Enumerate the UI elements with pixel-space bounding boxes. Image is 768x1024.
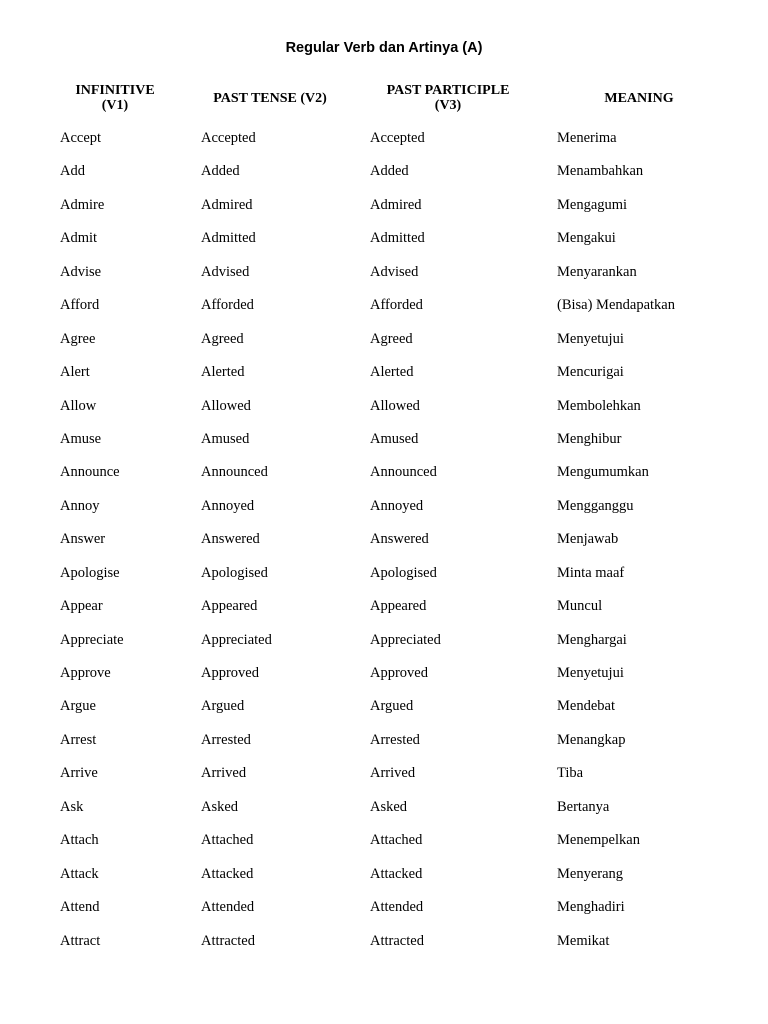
cell-meaning: Menghadiri [557,899,625,916]
cell-meaning: Bertanya [557,798,610,815]
table-row [0,456,768,489]
cell-past-participle: Afforded [370,297,423,314]
cell-infinitive: Approve [60,665,111,681]
cell-past-participle: Arrived [370,765,416,782]
table-row [0,256,768,289]
cell-past-participle: Announced [370,464,437,481]
cell-past-participle: Added [370,163,409,180]
table-row [0,490,768,523]
cell-past-tense: Added [201,163,240,180]
table-row [0,356,768,389]
table-row [0,189,768,222]
cell-past-participle: Attracted [370,932,424,949]
cell-past-tense: Alerted [201,364,245,381]
cell-infinitive: Arrive [60,765,98,782]
header-infinitive-line2: (V1) [101,98,129,113]
cell-infinitive: Attract [60,932,101,949]
cell-infinitive: Apologise [60,564,120,581]
cell-past-tense: Admired [201,196,253,213]
cell-meaning: Menyetujui [557,330,624,347]
cell-infinitive: Agree [60,330,96,347]
cell-past-participle: Admitted [370,230,425,247]
cell-past-tense: Answered [201,531,260,548]
cell-meaning: Menyarankan [557,263,637,280]
cell-meaning: Menghibur [557,430,622,447]
cell-infinitive: Appear [60,598,103,615]
cell-past-participle: Alerted [370,364,414,381]
cell-past-participle: Accepted [370,130,425,146]
cell-past-participle: Asked [370,798,408,815]
column-header-meaning: MEANING [604,90,674,106]
table-row [0,323,768,356]
cell-past-participle: Allowed [370,397,420,414]
column-header-past-tense: PAST TENSE (V2) [213,90,327,106]
cell-past-participle: Attacked [370,865,423,882]
table-row [0,423,768,456]
column-header-past-participle [370,80,526,116]
cell-infinitive: Arrest [60,731,97,748]
cell-past-tense: Asked [201,798,239,815]
cell-past-participle: Arrested [370,731,420,748]
cell-past-tense: Advised [201,263,250,280]
table-row [0,891,768,924]
cell-past-tense: Apologised [201,564,268,581]
cell-infinitive: Attack [60,865,99,882]
cell-meaning: Muncul [557,598,603,615]
cell-past-tense: Afforded [201,297,254,314]
cell-past-tense: Argued [201,698,245,715]
cell-past-tense: Attached [201,832,254,849]
cell-past-tense: Admitted [201,230,256,247]
cell-past-participle: Annoyed [370,497,424,514]
header-past-participle-line2: (V3) [434,98,462,113]
cell-meaning: Tiba [557,765,584,782]
header-infinitive-line1: INFINITIVE [75,83,155,98]
cell-past-tense: Announced [201,464,268,481]
cell-meaning: Menangkap [557,731,626,748]
cell-infinitive: Afford [60,297,100,314]
cell-past-participle: Answered [370,531,429,548]
cell-past-participle: Appreciated [370,631,441,648]
page-title: Regular Verb dan Artinya (A) [285,40,483,56]
cell-meaning: Menyerang [557,865,624,882]
table-row [0,757,768,790]
cell-past-tense: Approved [201,665,259,681]
cell-past-participle: Amused [370,430,419,447]
table-row [0,858,768,891]
cell-past-participle: Approved [370,665,428,681]
table-row [0,791,768,824]
cell-meaning: (Bisa) Mendapatkan [557,297,675,314]
cell-past-tense: Attacked [201,865,254,882]
cell-past-tense: Attended [201,899,255,916]
cell-infinitive: Add [60,163,85,180]
cell-infinitive: Ask [60,798,84,815]
cell-infinitive: Attach [60,832,99,849]
cell-meaning: Membolehkan [557,397,641,414]
table-row [0,724,768,757]
table-row [0,289,768,322]
cell-past-participle: Appeared [370,598,427,615]
cell-past-participle: Attached [370,832,423,849]
cell-past-tense: Allowed [201,397,251,414]
cell-meaning: Mengumumkan [557,464,649,481]
cell-meaning: Mencurigai [557,364,624,381]
table-row [0,925,768,958]
cell-past-tense: Accepted [201,130,256,146]
table-row [0,523,768,556]
cell-past-participle: Attended [370,899,424,916]
cell-meaning: Menghargai [557,631,627,648]
cell-infinitive: Admit [60,230,98,247]
table-row [0,122,768,155]
cell-past-tense: Arrested [201,731,251,748]
cell-meaning: Menempelkan [557,832,640,849]
cell-meaning: Minta maaf [557,564,625,581]
cell-infinitive: Argue [60,698,96,715]
table-row [0,155,768,188]
cell-meaning: Menyetujui [557,665,624,681]
cell-infinitive: Appreciate [60,631,124,648]
cell-meaning: Menerima [557,130,617,146]
cell-past-tense: Attracted [201,932,255,949]
cell-infinitive: Announce [60,464,120,481]
cell-infinitive: Answer [60,531,106,548]
table-row [0,590,768,623]
cell-meaning: Mendebat [557,698,615,715]
cell-past-participle: Argued [370,698,414,715]
cell-infinitive: Accept [60,130,102,146]
table-row [0,222,768,255]
cell-meaning: Memikat [557,932,610,949]
column-header-infinitive [60,80,170,116]
cell-infinitive: Attend [60,899,100,916]
cell-past-tense: Appreciated [201,631,272,648]
table-row [0,390,768,423]
cell-past-participle: Apologised [370,564,437,581]
cell-infinitive: Annoy [60,497,100,514]
table-row [0,557,768,590]
cell-past-participle: Admired [370,196,422,213]
table-row [0,624,768,657]
cell-meaning: Menjawab [557,531,619,548]
cell-past-tense: Annoyed [201,497,255,514]
cell-past-participle: Agreed [370,330,413,347]
cell-past-tense: Amused [201,430,250,447]
cell-infinitive: Amuse [60,430,102,447]
cell-past-tense: Appeared [201,598,258,615]
cell-infinitive: Allow [60,397,97,414]
cell-past-tense: Agreed [201,330,244,347]
table-row [0,657,768,690]
table-row [0,824,768,857]
cell-past-tense: Arrived [201,765,247,782]
cell-infinitive: Admire [60,196,105,213]
cell-meaning: Mengakui [557,230,616,247]
cell-infinitive: Alert [60,364,90,381]
verb-table [0,122,768,958]
header-past-participle-line1: PAST PARTICIPLE [386,83,510,98]
table-row [0,690,768,723]
cell-meaning: Mengagumi [557,196,628,213]
cell-meaning: Mengganggu [557,497,634,514]
cell-past-participle: Advised [370,263,419,280]
cell-meaning: Menambahkan [557,163,644,180]
cell-infinitive: Advise [60,263,102,280]
